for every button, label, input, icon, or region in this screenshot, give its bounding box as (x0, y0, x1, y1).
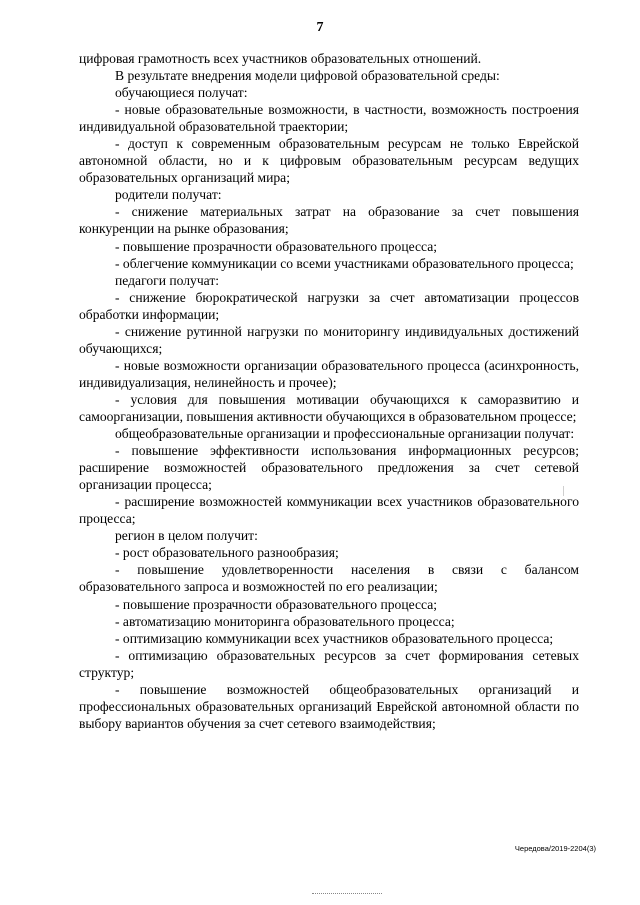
scan-artifact-tick (563, 486, 564, 496)
body-paragraph: - повышение прозрачности образовательного процесса; (115, 238, 438, 254)
body-paragraph: - условия для повышения мотивации обучающихся к саморазвитию и самоорганизации, повышения активности обучающихся в образовательном процессе; (79, 391, 579, 424)
body-paragraph: - новые образовательные возможности, в частности, возможность построения индивидуальной образовательной траектории; (79, 102, 579, 135)
page-number: 7 (316, 20, 324, 35)
body-paragraph: - повышение возможностей общеобразовательных организаций и профессиональных образовательных организаций Еврейской автономной области по выбору вариантов обучения за счет сетевого взаимодействия; (79, 681, 579, 731)
body-paragraph: - снижение рутинной нагрузки по мониторингу индивидуальных достижений обучающихся; (79, 323, 579, 356)
body-paragraph: - новые возможности организации образовательного процесса (асинхронность, индивидуализация, нелинейность и прочее); (79, 357, 579, 390)
body-paragraph: родители получат: (115, 187, 222, 203)
body-paragraph: обучающиеся получат: (115, 85, 248, 101)
body-paragraph: - доступ к современным образовательным ресурсам не только Еврейской автономной области, но и к цифровым образовательным ресурсам ведущих образовательных организаций мира; (79, 136, 579, 186)
body-paragraph: цифровая грамотность всех участников образовательных отношений. (79, 51, 482, 66)
body-paragraph: - автоматизацию мониторинга образовательного процесса; (115, 613, 455, 629)
body-paragraph: - повышение эффективности использования информационных ресурсов; расширение возможностей образовательного предложения за счет сетевой организации процесса; (79, 443, 579, 493)
body-paragraph: - повышение удовлетворенности населения в связи с балансом образовательного запроса и возможностей по его реализации; (79, 562, 579, 595)
body-paragraph: - снижение материальных затрат на образование за счет повышения конкуренции на рынке образования; (79, 204, 579, 237)
body-paragraph: регион в целом получит: (115, 528, 258, 544)
document-body (79, 50, 579, 732)
scan-artifact-line (312, 893, 382, 894)
body-paragraph: общеобразовательные организации и профессиональные организации получат: (115, 426, 575, 442)
body-paragraph: - рост образовательного разнообразия; (115, 545, 339, 561)
body-paragraph: - расширение возможностей коммуникации всех участников образовательного процесса; (79, 494, 579, 527)
body-paragraph: - оптимизацию коммуникации всех участников образовательного процесса; (115, 630, 554, 646)
body-paragraph: педагоги получат: (115, 272, 220, 288)
body-paragraph: В результате внедрения модели цифровой образовательной среды: (115, 68, 500, 84)
body-paragraph: - снижение бюрократической нагрузки за счет автоматизации процессов обработки информации; (79, 289, 579, 322)
document-footer-id: Чередова/2019-2204(3) (514, 844, 596, 853)
body-paragraph: - повышение прозрачности образовательного процесса; (115, 596, 438, 612)
body-paragraph: - облегчение коммуникации со всеми участниками образовательного процесса; (115, 255, 574, 271)
body-paragraph: - оптимизацию образовательных ресурсов за счет формирования сетевых структур; (79, 647, 579, 680)
